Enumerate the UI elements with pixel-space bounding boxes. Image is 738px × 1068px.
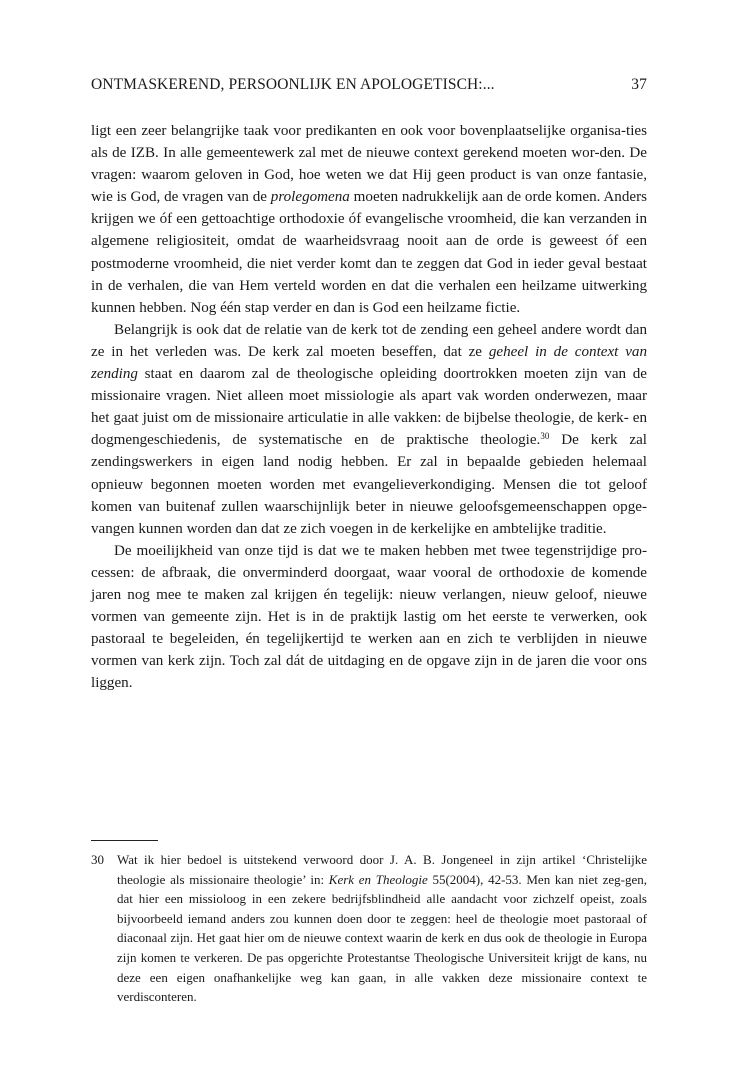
text-span: Belangrijk is ook dat de relatie van de kerk tot de zending een geheel andere wordt dan ze in het verleden was. De kerk zal moeten beseffen, dat ze xyxy=(91,321,647,360)
italic-title: Kerk en Theologie xyxy=(328,871,428,887)
paragraph xyxy=(91,120,647,319)
paragraph xyxy=(91,319,647,540)
page-number: 37 xyxy=(631,76,647,93)
text-span: De moeilijkheid van onze tijd is dat we te maken hebben met twee tegenstrijdige pro-cessen: de afbraak, die onverminderd doorgaat, waar vooral de orthodoxie de komende jaren nog mee te maken zal krijgen én tegelijk: nieuw verlangen, nieuw geloof, nieuwe vormen van gemeente zijn. Het is in de praktijk lastig om het eerste te verwerken, ook pastoraal te begeleiden, én tegelijkertijd te werken aan en zich te verblijden in nieuwe vormen van kerk zijn. Toch zal dát de uitdaging en de opgave zijn in de jaren die voor ons liggen. xyxy=(91,542,647,692)
footnote-reference[interactable]: 30 xyxy=(540,431,550,442)
footnote-text xyxy=(117,850,647,1007)
text-span: staat en daarom zal de theologische opleiding doortrokken moeten zijn van de missionaire vragen. Niet alleen moet missiologie als apart vak worden onderwezen, maar het gaat juist om de missionaire articulatie in alle vakken: de bijbelse theologie, de kerk- en dogmengeschiedenis, de systematische en de praktische theologie. xyxy=(91,366,647,449)
text-span: 55(2004), 42-53. Men kan niet zeg-gen, dat hier een missioloog in een zekere bedrijfsblindheid alle aandacht voor zichzelf opeist, zoals bijvoorbeeld iemand anders zou kunnen doen door te zeggen: heel de theologie moet pastoraal of diaconaal zijn. Het gaat hier om de nieuwe context waarin de kerk en dus ook de theologie in Europa zijn komen te verkeren. De pas opgerichte Protestantse Theologische Universiteit krijgt de kans, nu deze een eigen onafhankelijke weg kan gaan, in alle vakken deze missionaire context te verdisconteren. xyxy=(117,871,647,1005)
text-span: ligt een zeer belangrijke taak voor predikanten en ook voor bovenplaatselijke organisa-ties als de IZB. In alle gemeentewerk zal met de nieuwe context gerekend moeten wor-den. De vragen: waarom geloven in God, hoe weten we dat Hij geen product is van onze fantasie, wie is God, de vragen van de xyxy=(91,123,647,206)
footnote xyxy=(91,850,647,1007)
footnote-divider xyxy=(91,840,158,841)
italic-term: prolegomena xyxy=(270,189,350,206)
text-span: moeten nadrukkelijk aan de orde komen. Anders krijgen we óf een gettoachtige orthodoxie óf evangelische vroomheid, die kan verzanden in algemene religiositeit, omdat de waarheidsvraag nooit aan de orde is geweest óf een postmoderne vroomheid, die niet verder komt dan te zeggen dat God in ieder geval bestaat in de verhalen, die van Hem verteld worden en dat die verhalen een heilzame uitwerking kunnen hebben. Nog één stap verder en dan is God een heilzame fictie. xyxy=(91,189,647,316)
italic-phrase: geheel in de context van zending xyxy=(91,343,647,383)
running-title: ONTMASKEREND, PERSOONLIJK EN APOLOGETISCH:... xyxy=(91,76,495,93)
text-span: Wat ik hier bedoel is uitstekend verwoord door J. A. B. Jongeneel in zijn artikel ‘Christelijke theologie als missionaire theologie’ in: xyxy=(117,852,647,887)
footnote-number: 30 xyxy=(91,852,104,867)
text-span: De kerk zal zendingswerkers in eigen land nodig hebben. Er zal in bepaalde gebieden helemaal opnieuw begonnen moeten worden met evangelieverkondiging. Mensen die tot geloof komen van buitenaf zullen waarschijnlijk beter in nieuwe geloofsgemeenschappen opge-vangen kunnen worden dan dat ze zich voegen in de kerkelijke en ambtelijke traditie. xyxy=(91,432,647,537)
paragraph xyxy=(91,540,647,695)
body-text xyxy=(91,120,647,694)
book-page xyxy=(91,0,647,1068)
